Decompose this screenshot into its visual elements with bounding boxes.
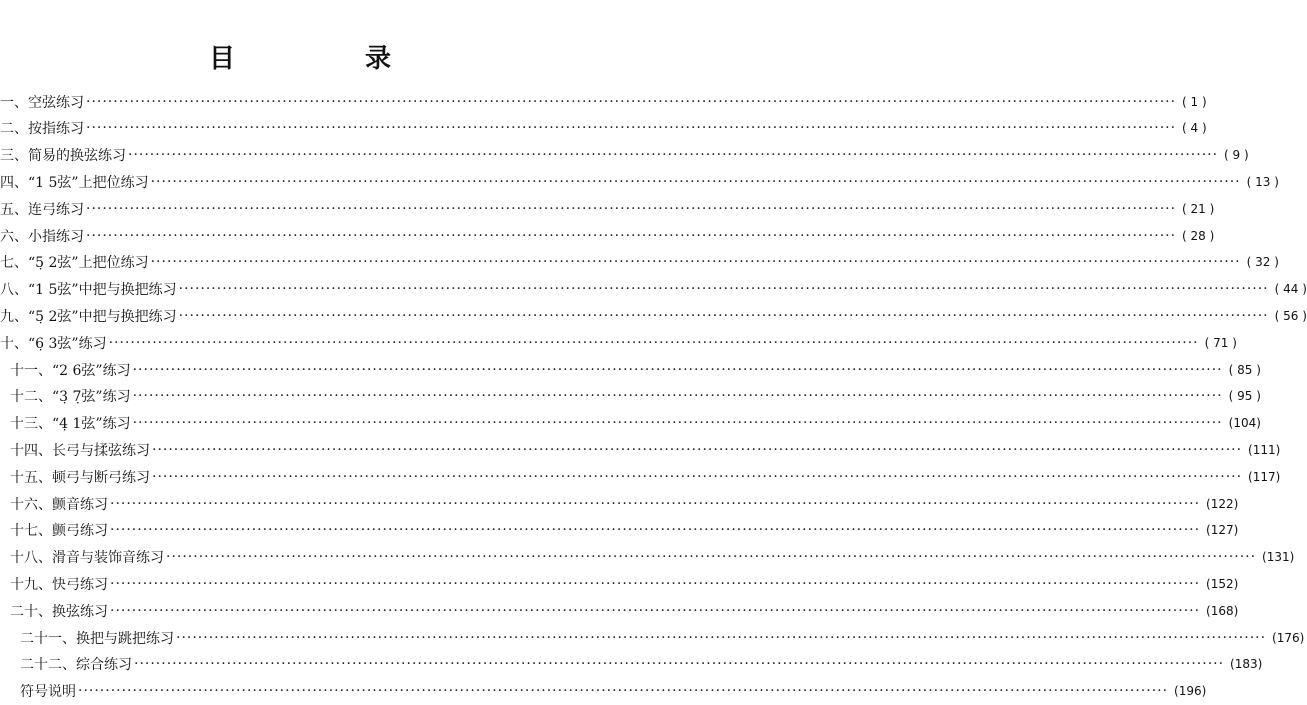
toc-entry[interactable] bbox=[0, 544, 1295, 571]
toc-entry[interactable] bbox=[0, 517, 1239, 544]
toc-entry-number: 九、 bbox=[0, 308, 28, 325]
toc-entry-number: 三、 bbox=[0, 148, 28, 165]
toc-entry-page: ( 1 ) bbox=[1182, 94, 1207, 109]
toc-entry-title: 长弓与揉弦练习 bbox=[52, 442, 150, 459]
toc-entry[interactable] bbox=[0, 276, 1307, 303]
toc-entry[interactable] bbox=[0, 436, 1281, 463]
toc-entry-page: ( 85 ) bbox=[1228, 362, 1261, 377]
toc-entry-number: 二十一、 bbox=[20, 630, 76, 647]
toc-entry-number: 十九、 bbox=[10, 576, 52, 593]
toc-entry[interactable] bbox=[0, 383, 1261, 410]
toc-entry-title: 颤弓练习 bbox=[52, 523, 108, 540]
toc-leader-dots: ········································································································································································································ bbox=[110, 575, 1201, 592]
toc-entry-title: 顿弓与断弓练习 bbox=[52, 469, 150, 486]
toc-entry-title: 综合练习 bbox=[76, 657, 132, 674]
toc-entry-title: “2 6弦”练习 bbox=[52, 362, 131, 379]
toc-entry[interactable] bbox=[0, 570, 1239, 597]
toc-entry-number: 十三、 bbox=[10, 416, 52, 433]
toc-leader-dots: ········································································································································································································ bbox=[166, 549, 1257, 566]
toc-leader-dots: ········································································································································································································ bbox=[86, 93, 1177, 110]
toc-leader-dots: ········································································································································································································ bbox=[178, 281, 1269, 298]
toc-entry[interactable] bbox=[0, 597, 1239, 624]
toc-entry-title: 符号说明 bbox=[20, 684, 76, 701]
toc-leader-dots: ········································································································································································································ bbox=[78, 683, 1169, 700]
toc-leader-dots: ········································································································································································································ bbox=[128, 147, 1219, 164]
toc-entry-page: ( 13 ) bbox=[1246, 174, 1279, 189]
toc-entry-number: 六、 bbox=[0, 228, 28, 245]
toc-entry[interactable] bbox=[0, 410, 1261, 437]
toc-entry-title: 空弦练习 bbox=[28, 94, 84, 111]
toc-entry-page: (168) bbox=[1206, 603, 1239, 618]
toc-entry-title: 简易的换弦练习 bbox=[28, 148, 126, 165]
toc-entry[interactable] bbox=[0, 222, 1215, 249]
toc-leader-dots: ········································································································································································································ bbox=[86, 227, 1177, 244]
toc-entry-title: “5̣ 2弦”上把位练习 bbox=[28, 255, 149, 272]
toc-entry-title: “3̣ 7̣弦”练习 bbox=[52, 389, 131, 406]
toc-entry-page: ( 71 ) bbox=[1204, 335, 1237, 350]
toc-entry-page: ( 4 ) bbox=[1182, 121, 1207, 136]
toc-entry-number: 十、 bbox=[0, 335, 28, 352]
toc-entry-page: ( 21 ) bbox=[1182, 201, 1215, 216]
toc-entry[interactable] bbox=[0, 115, 1207, 142]
toc-leader-dots: ········································································································································································································ bbox=[150, 254, 1241, 271]
toc-entry-page: ( 44 ) bbox=[1274, 282, 1307, 297]
toc-leader-dots: ········································································································································································································ bbox=[86, 200, 1177, 217]
toc-entry-title: 换弦练习 bbox=[52, 603, 108, 620]
toc-entry-title: 颤音练习 bbox=[52, 496, 108, 513]
toc-entry-page: ( 9 ) bbox=[1224, 148, 1249, 163]
toc-entry-number: 七、 bbox=[0, 255, 28, 272]
toc-leader-dots: ········································································································································································································ bbox=[132, 388, 1223, 405]
toc-entry-title: “1 5弦”中把与换把练习 bbox=[28, 282, 177, 299]
toc-entry-page: (176) bbox=[1272, 630, 1305, 645]
toc-entry[interactable] bbox=[0, 329, 1237, 356]
toc-entry-title: 换把与跳把练习 bbox=[76, 630, 174, 647]
toc-entry-page: ( 95 ) bbox=[1228, 389, 1261, 404]
toc-entry[interactable] bbox=[0, 678, 1207, 705]
toc-entry-title: 滑音与装饰音练习 bbox=[52, 550, 164, 567]
toc-entry[interactable] bbox=[0, 142, 1249, 169]
toc-entry-page: (131) bbox=[1262, 550, 1295, 565]
toc-entry[interactable] bbox=[0, 195, 1215, 222]
toc-leader-dots: ········································································································································································································ bbox=[152, 468, 1243, 485]
toc-entry[interactable] bbox=[0, 168, 1279, 195]
toc-entry-title: “6̣ 3弦”练习 bbox=[28, 335, 107, 352]
toc-entry-page: (183) bbox=[1230, 657, 1263, 672]
toc-leader-dots: ········································································································································································································ bbox=[110, 602, 1201, 619]
toc-entry-page: (117) bbox=[1248, 469, 1281, 484]
toc-entry-number: 二十二、 bbox=[20, 657, 76, 674]
toc-entry-number: 十八、 bbox=[10, 550, 52, 567]
toc-entry-page: (127) bbox=[1206, 523, 1239, 538]
toc-entry-number: 四、 bbox=[0, 174, 28, 191]
toc-entry-number: 十六、 bbox=[10, 496, 52, 513]
toc-entry-page: ( 28 ) bbox=[1182, 228, 1215, 243]
toc-entry-number: 十二、 bbox=[10, 389, 52, 406]
toc-leader-dots: ········································································································································································································ bbox=[110, 522, 1201, 539]
toc-entry-number: 十五、 bbox=[10, 469, 52, 486]
toc-leader-dots: ········································································································································································································ bbox=[176, 629, 1267, 646]
toc-leader-dots: ········································································································································································································ bbox=[150, 173, 1241, 190]
toc-entry-page: ( 32 ) bbox=[1246, 255, 1279, 270]
toc-entry-number: 十七、 bbox=[10, 523, 52, 540]
toc-entry-title: 按指练习 bbox=[28, 121, 84, 138]
toc-entry-number: 十一、 bbox=[10, 362, 52, 379]
toc-entry-page: (152) bbox=[1206, 576, 1239, 591]
toc-entry[interactable] bbox=[0, 249, 1279, 276]
toc-entry[interactable] bbox=[0, 624, 1305, 651]
toc-entry[interactable] bbox=[0, 490, 1239, 517]
toc-entry-page: (111) bbox=[1248, 442, 1281, 457]
toc-entry-number: 五、 bbox=[0, 201, 28, 218]
toc-entry-number: 一、 bbox=[0, 94, 28, 111]
toc-entry[interactable] bbox=[0, 88, 1207, 115]
toc-entry-number: 二十、 bbox=[10, 603, 52, 620]
toc-entry-number: 十四、 bbox=[10, 442, 52, 459]
toc-entry-title: 快弓练习 bbox=[52, 576, 108, 593]
toc-entry-title: “4̣ 1弦”练习 bbox=[52, 416, 131, 433]
toc-entry-number: 八、 bbox=[0, 282, 28, 299]
toc-entry[interactable] bbox=[0, 356, 1261, 383]
toc-entry-title: 连弓练习 bbox=[28, 201, 84, 218]
toc-entry-number: 二、 bbox=[0, 121, 28, 138]
toc-entry-title: “1 5弦”上把位练习 bbox=[28, 174, 149, 191]
toc-leader-dots: ········································································································································································································ bbox=[132, 415, 1223, 432]
toc-entry-page: (104) bbox=[1228, 416, 1261, 431]
toc-entry-title: “5̣ 2弦”中把与换把练习 bbox=[28, 308, 177, 325]
toc-leader-dots: ········································································································································································································ bbox=[134, 656, 1225, 673]
toc-leader-dots: ········································································································································································································ bbox=[86, 120, 1177, 137]
toc-entry[interactable] bbox=[0, 302, 1307, 329]
toc-entry-page: ( 56 ) bbox=[1274, 308, 1307, 323]
toc-entry-page: (196) bbox=[1174, 684, 1207, 699]
toc-leader-dots: ········································································································································································································ bbox=[110, 495, 1201, 512]
toc-leader-dots: ········································································································································································································ bbox=[152, 441, 1243, 458]
toc-entry[interactable] bbox=[0, 651, 1263, 678]
toc-entry-page: (122) bbox=[1206, 496, 1239, 511]
toc-leader-dots: ········································································································································································································ bbox=[178, 307, 1269, 324]
toc-entry-title: 小指练习 bbox=[28, 228, 84, 245]
toc-leader-dots: ········································································································································································································ bbox=[132, 361, 1223, 378]
toc-leader-dots: ········································································································································································································ bbox=[108, 334, 1199, 351]
toc-entry[interactable] bbox=[0, 463, 1281, 490]
page-title: 目 录 bbox=[208, 44, 443, 74]
